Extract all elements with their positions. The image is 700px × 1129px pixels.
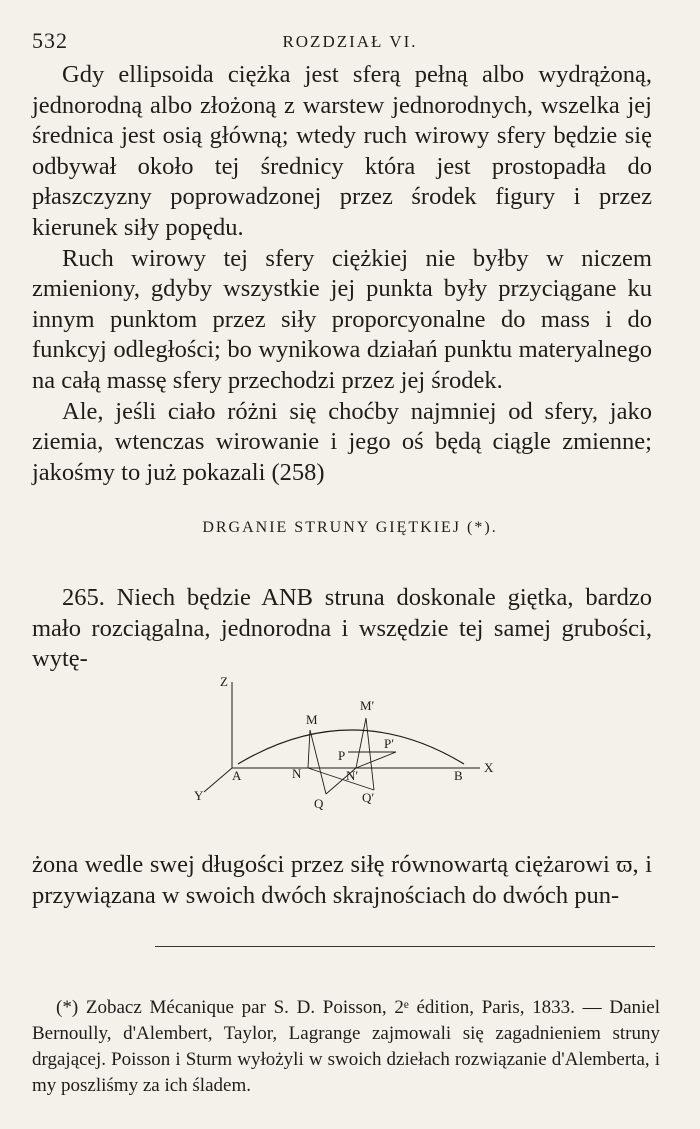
- body-text-265-start: [32, 583, 652, 675]
- label-n: N: [292, 766, 302, 781]
- label-x: X: [484, 760, 494, 775]
- paragraph: żona wedle swej długości przez siłę równowartą ciężarowi ϖ, i przywiązana w swoich dwóch skrajnościach do dwóch pun-: [32, 851, 652, 909]
- running-head: ROZDZIAŁ VI.: [282, 32, 418, 51]
- label-z: Z: [220, 674, 228, 689]
- label-m: M: [306, 712, 318, 727]
- paragraph-265-full: [0, 0, 1, 1]
- line-mq: [310, 730, 326, 794]
- paragraph: Gdy ellipsoida ciężka jest sferą pełną albo wydrążoną, jednorodną albo złożoną z warstew jednorodnych, wszelka jej średnica jest osią główną; wtedy ruch wirowy sfery będzie się odbywał około tej średnicy która jest prostopadła do płaszczyzny poprowadzonej przez środek figury i przez kierunek siły popędu.: [32, 61, 652, 241]
- label-y: Y: [194, 788, 204, 803]
- section-title: DRGANIE STRUNY GIĘTKIEJ (*).: [202, 519, 498, 536]
- footnote: [32, 995, 660, 1099]
- string-diagram: [180, 668, 520, 828]
- paragraph: Ruch wirowy tej sfery ciężkiej nie byłby w niczem zmieniony, gdyby wszystkie jej punkta były przyciągane ku innym punktom przez siły proporcyonalne do mass i do funkcyj odległości; bo wynikowa działań punktu materyalnego na całą massę sfery przechodzi przez jej środek.: [32, 244, 652, 394]
- label-q: Q: [314, 796, 324, 811]
- page-header: [32, 28, 668, 54]
- label-b: B: [454, 768, 463, 783]
- footnote-divider: [155, 946, 655, 947]
- page-number: 532: [32, 28, 68, 53]
- label-q-prime: Q′: [362, 790, 375, 805]
- line-m2q2: [366, 718, 374, 790]
- label-n-prime: N′: [346, 768, 359, 783]
- line-n2p2: [356, 752, 396, 768]
- body-text-265-end: [32, 850, 652, 911]
- label-p-prime: P′: [384, 736, 395, 751]
- string-curve: [238, 730, 464, 764]
- label-a: A: [232, 768, 242, 783]
- body-text-top: [32, 60, 652, 488]
- label-m-prime: M′: [360, 698, 375, 713]
- footnote-text: (*) Zobacz Mécanique par S. D. Poisson, 2ᵉ édition, Paris, 1833. — Daniel Bernoully, d'Alembert, Taylor, Lagrange zajmowali się zagadnieniem struny drgającej. Poisson i Sturm wyłożyli w swoich dziełach rozwiązanie d'Alemberta, i my poszliśmy za ich śladem.: [32, 997, 660, 1096]
- y-axis: [204, 768, 232, 792]
- paragraph: Ale, jeśli ciało różni się choćby najmniej od sfery, jako ziemia, wtenczas wirowanie i jego oś będą ciągle zmienne; jakośmy to już pokazali (258): [32, 397, 652, 486]
- line-m2n2: [356, 718, 366, 768]
- label-p: P: [338, 748, 346, 763]
- line-mn: [308, 730, 310, 768]
- paragraph: 265. Niech będzie ANB struna doskonale giętka, bardzo mało rozciągalna, jednorodna i wszędzie tej samej grubości, wytę-: [32, 584, 652, 673]
- line-nq2: [308, 768, 374, 790]
